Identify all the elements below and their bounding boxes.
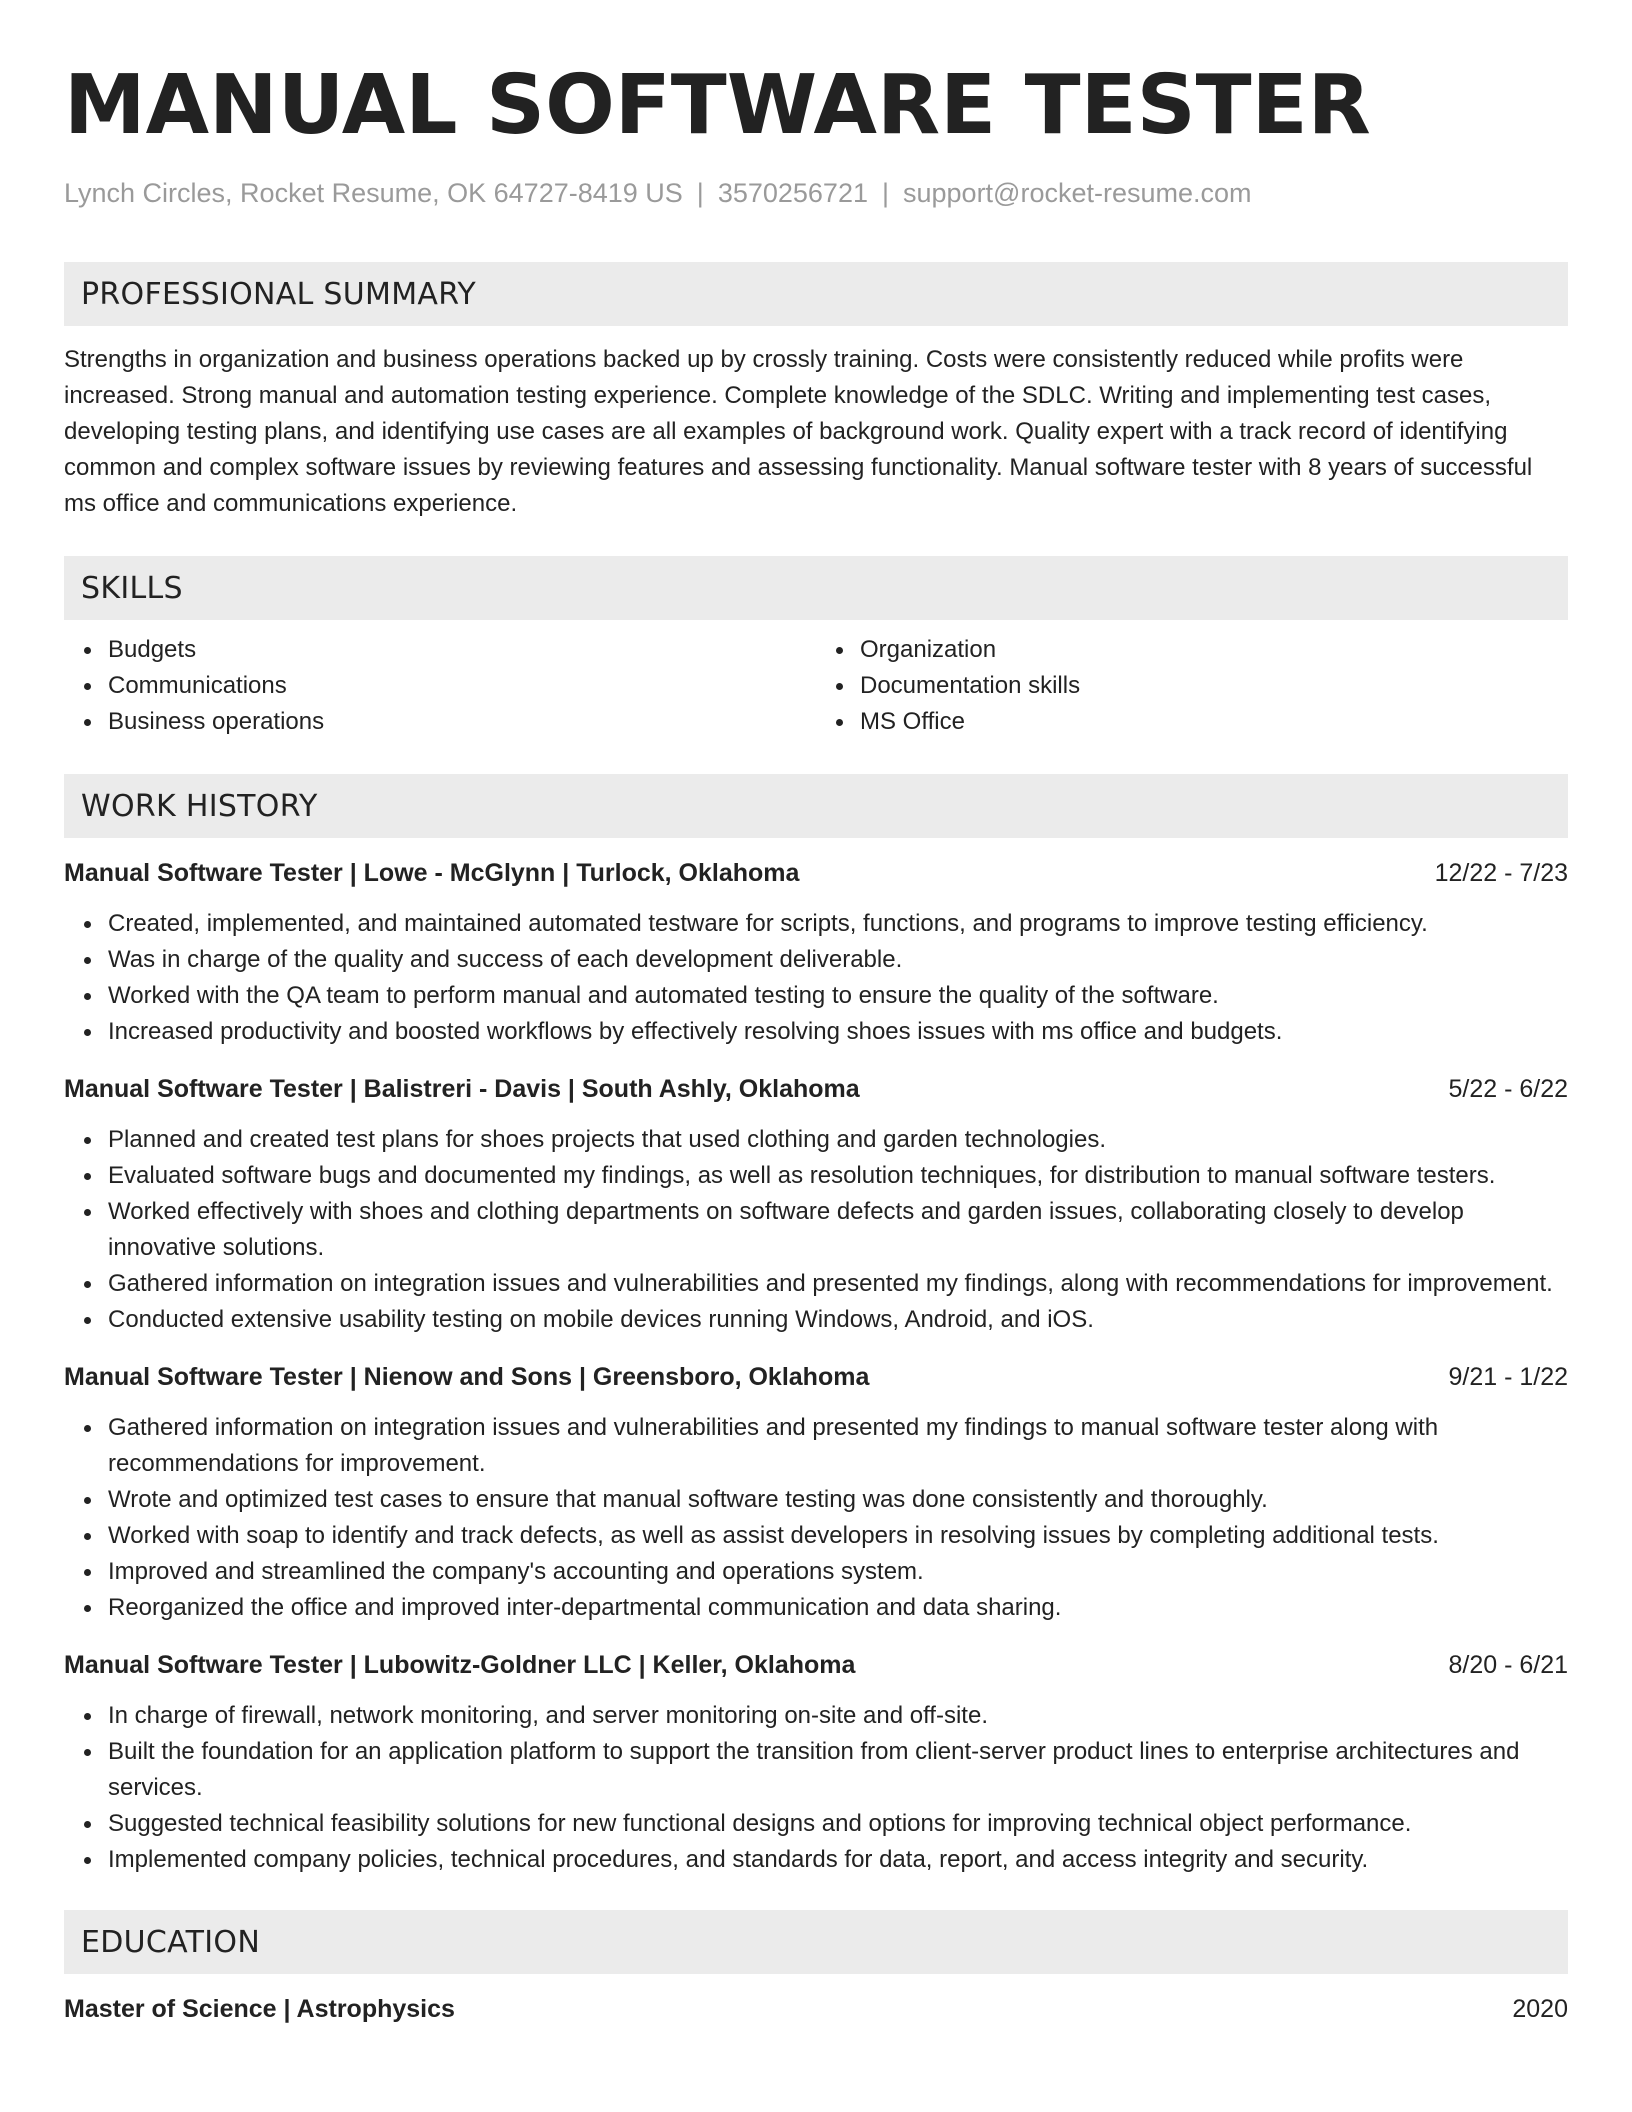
job-title: Manual Software Tester | Lowe - McGlynn | Turlock, Oklahoma	[64, 859, 800, 887]
education-entry	[64, 1992, 1568, 2026]
work-heading-text: WORK HISTORY	[81, 788, 318, 824]
job-bullet: Worked with the QA team to perform manual and automated testing to ensure the quality of the software.	[108, 978, 1568, 1014]
job-entry	[64, 1360, 1568, 1626]
education-year: 2020	[1512, 1995, 1568, 2023]
skill-item: MS Office	[860, 704, 1568, 740]
job-date: 5/22 - 6/22	[1448, 1075, 1568, 1103]
job-title: Manual Software Tester | Nienow and Sons | Greensboro, Oklahoma	[64, 1363, 870, 1391]
contact-address: Lynch Circles, Rocket Resume, OK 64727-8419 US	[64, 178, 683, 208]
skills-column-left	[64, 632, 816, 740]
job-header	[64, 1360, 1568, 1394]
candidate-name: MANUAL SOFTWARE TESTER	[64, 58, 1371, 153]
job-date: 8/20 - 6/21	[1448, 1651, 1568, 1679]
contact-phone: 3570256721	[717, 178, 868, 208]
job-bullets	[64, 1410, 1568, 1626]
job-entry	[64, 856, 1568, 1050]
job-bullets	[64, 906, 1568, 1050]
skill-item: Documentation skills	[860, 668, 1568, 704]
job-bullet: Planned and created test plans for shoes projects that used clothing and garden technologies.	[108, 1122, 1568, 1158]
education-heading-text: EDUCATION	[81, 1924, 261, 1960]
contact-email: support@rocket-resume.com	[903, 178, 1252, 208]
job-bullet: In charge of firewall, network monitoring, and server monitoring on-site and off-site.	[108, 1698, 1568, 1734]
job-bullet: Implemented company policies, technical procedures, and standards for data, report, and access integrity and security.	[108, 1842, 1568, 1878]
skill-item: Business operations	[108, 704, 816, 740]
job-header	[64, 1648, 1568, 1682]
summary-heading-text: PROFESSIONAL SUMMARY	[81, 276, 477, 312]
skill-item: Organization	[860, 632, 1568, 668]
job-entry	[64, 1648, 1568, 1878]
job-bullet: Gathered information on integration issues and vulnerabilities and presented my findings to manual software tester along with recommendations for improvement.	[108, 1410, 1568, 1482]
skills-heading-text: SKILLS	[81, 570, 183, 606]
job-bullet: Increased productivity and boosted workflows by effectively resolving shoes issues with ms office and budgets.	[108, 1014, 1568, 1050]
job-bullet: Reorganized the office and improved inter-departmental communication and data sharing.	[108, 1590, 1568, 1626]
job-bullet: Suggested technical feasibility solutions for new functional designs and options for improving technical object performance.	[108, 1806, 1568, 1842]
contact-separator: |	[881, 178, 889, 208]
job-date: 9/21 - 1/22	[1448, 1363, 1568, 1391]
education-section-heading	[64, 1910, 1568, 1974]
skills-column-right	[816, 632, 1568, 740]
work-section-heading	[64, 774, 1568, 838]
skills-grid	[64, 632, 1568, 740]
job-bullets	[64, 1698, 1568, 1878]
job-bullet: Was in charge of the quality and success of each development deliverable.	[108, 942, 1568, 978]
job-bullet: Worked effectively with shoes and clothing departments on software defects and garden issues, collaborating closely to develop innovative solutions.	[108, 1194, 1568, 1266]
job-bullet: Built the foundation for an application platform to support the transition from client-server product lines to enterprise architectures and services.	[108, 1734, 1568, 1806]
job-header	[64, 856, 1568, 890]
job-bullet: Evaluated software bugs and documented my findings, as well as resolution techniques, for distribution to manual software testers.	[108, 1158, 1568, 1194]
job-bullet: Worked with soap to identify and track defects, as well as assist developers in resolving issues by completing additional tests.	[108, 1518, 1568, 1554]
job-header	[64, 1072, 1568, 1106]
job-bullet: Created, implemented, and maintained automated testware for scripts, functions, and programs to improve testing efficiency.	[108, 906, 1568, 942]
job-bullet: Conducted extensive usability testing on mobile devices running Windows, Android, and iOS.	[108, 1302, 1568, 1338]
job-title: Manual Software Tester | Lubowitz-Goldner LLC | Keller, Oklahoma	[64, 1651, 856, 1679]
contact-line	[64, 176, 1568, 210]
job-bullet: Improved and streamlined the company's accounting and operations system.	[108, 1554, 1568, 1590]
summary-section-heading	[64, 262, 1568, 326]
skills-section-heading	[64, 556, 1568, 620]
job-title: Manual Software Tester | Balistreri - Davis | South Ashly, Oklahoma	[64, 1075, 860, 1103]
job-date: 12/22 - 7/23	[1434, 859, 1568, 887]
summary-paragraph: Strengths in organization and business operations backed up by crossly training. Costs were consistently reduced while profits were increased. Strong manual and automation testing experience. Complete knowledge of the SDLC. Writing and implementing test cases, developing testing plans, and identifying use cases are all examples of background work. Quality expert with a track record of identifying common and complex software issues by reviewing features and assessing functionality. Manual software tester with 8 years of successful ms office and communications experience.	[64, 346, 1533, 517]
contact-separator: |	[696, 178, 704, 208]
job-bullets	[64, 1122, 1568, 1338]
skill-item: Budgets	[108, 632, 816, 668]
education-degree: Master of Science | Astrophysics	[64, 1995, 455, 2023]
job-entry	[64, 1072, 1568, 1338]
job-bullet: Wrote and optimized test cases to ensure that manual software testing was done consistently and thoroughly.	[108, 1482, 1568, 1518]
job-bullet: Gathered information on integration issues and vulnerabilities and presented my findings, along with recommendations for improvement.	[108, 1266, 1568, 1302]
skill-item: Communications	[108, 668, 816, 704]
